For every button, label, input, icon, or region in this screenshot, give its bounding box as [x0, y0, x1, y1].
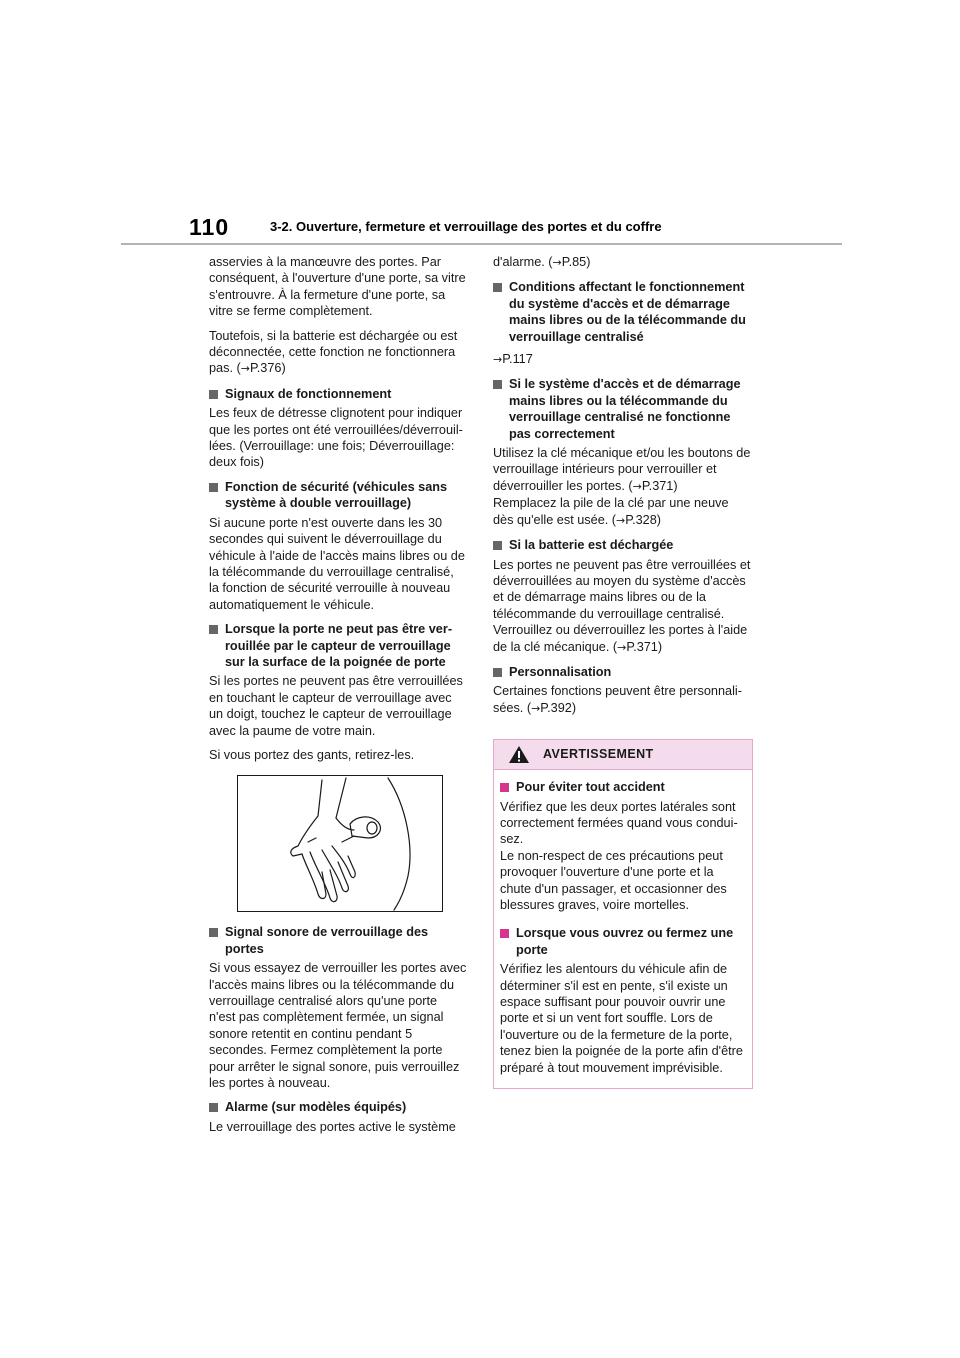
- section-heading: Si la batterie est déchargée: [493, 537, 751, 553]
- paragraph: asservies à la manœuvre des portes. Par conséquent, à l'ouverture d'une porte, sa vitre s'entrouvre. À la fermeture d'une porte, sa vitre se ferme complètement.: [209, 255, 466, 319]
- paragraph: Vérifiez les alentours du véhicule afin de déterminer s'il est en pente, s'il existe un espace suffisant pour pouvoir ouvrir une porte et si un vent fort souffle. Lors de l'ouverture ou de la fermeture de la porte, tenez bien la poignée de la porte afin d'être préparé à tout mouvement imprévisible.: [500, 962, 743, 1075]
- chapter-title: 3-2. Ouverture, fermeture et verrouillage des portes et du coffre: [270, 219, 662, 234]
- paragraph: Utilisez la clé mécanique et/ou les boutons de verrouillage intérieurs pour verrouiller et déverrouiller les portes. (→P.371) Remplacez la pile de la clé par une neuve dès qu'elle est usée. (→P.328): [493, 446, 751, 527]
- warning-section-heading: Pour éviter tout accident: [500, 779, 746, 795]
- paragraph: Si les portes ne peuvent pas être verrouillées en touchant le capteur de verrouillage avec un doigt, touchez le capteur de verrouillage avec la paume de votre main.: [209, 674, 463, 738]
- right-arrow-ref-icon: →: [617, 640, 627, 654]
- square-bullet-icon: [493, 668, 502, 677]
- right-arrow-ref-icon: →: [240, 362, 250, 376]
- header-divider: [121, 243, 842, 245]
- hand-on-door-handle-illustration: [237, 775, 443, 912]
- right-arrow-ref-icon: →: [616, 513, 626, 527]
- warning-triangle-icon: [508, 745, 530, 764]
- section-heading: Conditions affectant le fonctionnement du système d'accès et de démarrage mains libres ou de la télécommande du verrouillage centralisé: [493, 279, 751, 345]
- square-bullet-icon: [493, 283, 502, 292]
- square-bullet-icon: [209, 483, 218, 492]
- warning-box: [493, 739, 753, 1089]
- square-bullet-icon: [500, 929, 509, 938]
- right-arrow-ref-icon: →: [493, 353, 503, 367]
- page-reference-link[interactable]: P.371): [641, 478, 678, 493]
- square-bullet-icon: [500, 783, 509, 792]
- section-heading: Si le système d'accès et de démarrage mains libres ou la télécommande du verrouillage centralisé ne fonctionne pas correctement: [493, 376, 751, 442]
- paragraph: Le verrouillage des portes active le système: [209, 1119, 456, 1134]
- page-reference-link[interactable]: P.117: [502, 352, 533, 367]
- paragraph: Toutefois, si la batterie est déchargée ou est déconnectée, cette fonction ne fonctionnera pas. (→P.376): [209, 328, 458, 376]
- paragraph: Si aucune porte n'est ouverte dans les 30 secondes qui suivent le déverrouillage du véhicule à l'aide de l'accès mains libres ou de la télécommande du verrouillage centralisé, la fonction de sécurité verrouille à nouveau automatiquement le véhicule.: [209, 515, 465, 612]
- section-heading: Alarme (sur modèles équipés): [209, 1099, 467, 1115]
- left-column: [209, 254, 467, 1143]
- page-reference-link[interactable]: P.85): [561, 255, 591, 269]
- square-bullet-icon: [493, 541, 502, 550]
- paragraph: Si vous portez des gants, retirez-les.: [209, 747, 415, 762]
- page-reference-link[interactable]: P.392): [540, 700, 577, 715]
- page-reference-link[interactable]: P.376): [249, 361, 286, 376]
- section-heading: Signal sonore de verrouillage des portes: [209, 924, 467, 957]
- section-heading: Personnalisation: [493, 664, 751, 680]
- section-heading: Lorsque la porte ne peut pas être verrouillée par le capteur de verrouillage sur la surface de la poignée de porte: [209, 621, 467, 670]
- right-arrow-ref-icon: →: [632, 479, 642, 493]
- right-arrow-ref-icon: →: [531, 701, 541, 715]
- square-bullet-icon: [209, 390, 218, 399]
- page-header: [0, 0, 960, 250]
- warning-header: [494, 740, 752, 770]
- paragraph: Vérifiez que les deux portes latérales sont correctement fermées quand vous conduisez. Le non-respect de ces précautions peut provoquer l'ouverture d'une porte et la chute d'un passager, et occasionner des blessures graves, voire mortelles.: [500, 799, 738, 912]
- paragraph: [493, 351, 751, 368]
- paragraph: Certaines fonctions peuvent être personnalisées. (→P.392): [493, 684, 742, 715]
- square-bullet-icon: [209, 625, 218, 634]
- paragraph: Les portes ne peuvent pas être verrouillées et déverrouillées au moyen du système d'accès et de démarrage mains libres ou de la télécommande du verrouillage centralisé. Verrouillez ou déverrouillez les portes à l'aide de la clé mécanique. (→P.371): [493, 557, 751, 654]
- warning-title: AVERTISSEMENT: [543, 747, 654, 762]
- hand-touching-sensor-icon: [238, 776, 442, 911]
- page-number: 110: [189, 214, 230, 240]
- square-bullet-icon: [209, 1103, 218, 1112]
- paragraph: Si vous essayez de verrouiller les portes avec l'accès mains libres ou la télécommande du verrouillage centralisé alors qu'une porte n'est pas complètement fermée, un signal sonore retentit en continu pendant 5 secondes. Fermez complètement la porte pour arrêter le signal sonore, puis verrouillez les portes à nouveau.: [209, 961, 467, 1091]
- section-heading: Signaux de fonctionnement: [209, 386, 467, 402]
- paragraph: Les feux de détresse clignotent pour indiquer que les portes ont été verrouillées/déverrouillées. (Verrouillage: une fois; Déverrouillage: deux fois): [209, 406, 463, 470]
- square-bullet-icon: [209, 928, 218, 937]
- warning-body: [494, 770, 752, 1088]
- paragraph: d'alarme. (→P.85): [493, 255, 591, 269]
- right-column: [493, 254, 751, 1089]
- warning-section-heading: Lorsque vous ouvrez ou fermez une porte: [500, 925, 746, 958]
- square-bullet-icon: [493, 380, 502, 389]
- page-reference-link[interactable]: P.328): [625, 512, 661, 527]
- section-heading: Fonction de sécurité (véhicules sans système à double verrouillage): [209, 479, 467, 512]
- right-arrow-ref-icon: →: [552, 256, 562, 269]
- page-reference-link[interactable]: P.371): [626, 639, 663, 654]
